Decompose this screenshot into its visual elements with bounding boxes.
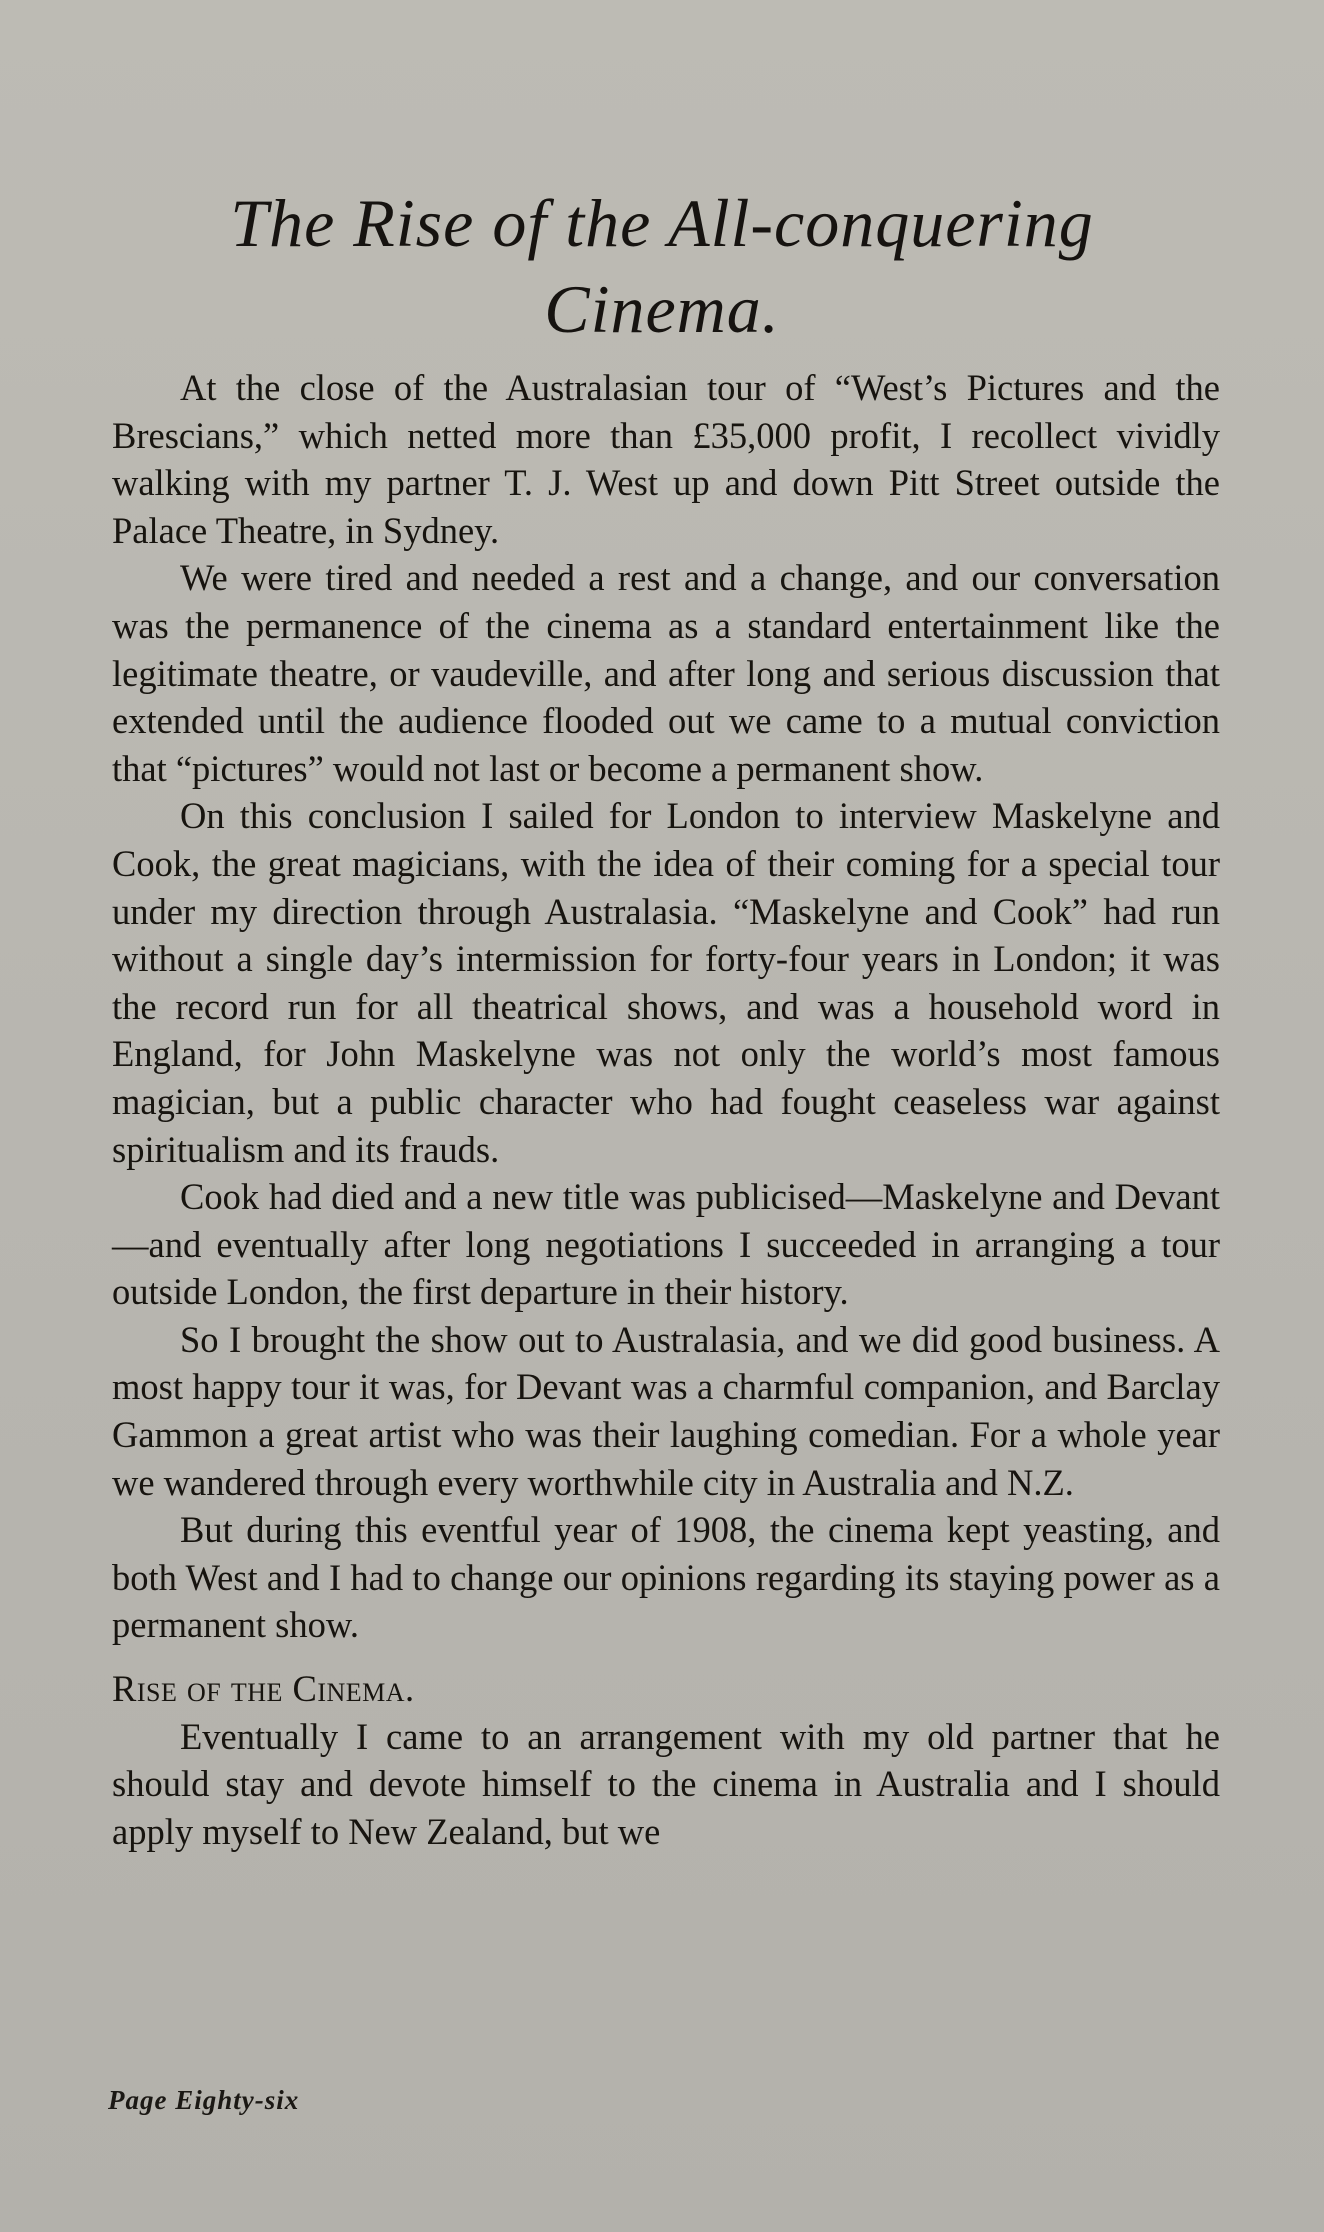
title-line-2: Cinema. [544, 271, 780, 347]
paragraph-2: We were tired and needed a rest and a change, and our conversation was the permanence of the cinema as a standard entertainment like the legitimate theatre, or vaudeville, and after long and serious discussion that extended until the audience flooded out we came to a mutual conviction that “pictures” would not last or become a permanent show. [112, 557, 1220, 789]
title-line-1: The Rise of the All-conquering [230, 185, 1094, 261]
paragraph-1: At the close of the Australasian tour of “West’s Pictures and the Brescians,” which netted more than £35,000 profit, I recollect vividly walking with my partner T. J. West up and down Pitt Street outside the Palace Theatre, in Sydney. [112, 367, 1220, 551]
paragraph-7: Eventually I came to an arrangement with my old partner that he should stay and devote himself to the cinema in Australia and I should apply myself to New Zealand, but we [112, 1715, 1220, 1852]
paragraph-6: But during this eventful year of 1908, the cinema kept yeasting, and both West and I had to change our opinions regarding its staying power as a permanent show. [112, 1509, 1220, 1646]
paragraph-3: On this conclusion I sailed for London to interview Maskelyne and Cook, the great magicians, with the idea of their coming for a special tour under my direction through Australasia. “Maskelyne and Cook” had run without a single day’s intermission for forty-four years in London; it was the record run for all theatrical shows, and was a household word in England, for John Maskelyne was not only the world’s most famous magician, but a public character who had fought ceaseless war against spiritualism and its frauds. [112, 795, 1220, 1170]
page-number-footer: Page Eighty-six [108, 2085, 300, 2115]
paragraph-4: Cook had died and a new title was publicised—Maskelyne and Devant—and eventually after long negotiations I succeeded in arranging a tour outside London, the first departure in their history. [112, 1176, 1220, 1313]
body-text [112, 364, 1220, 1855]
paragraph-5: So I brought the show out to Australasia, and we did good business. A most happy tour it was, for Devant was a charmful companion, and Barclay Gammon a great artist who was their laughing comedian. For a whole year we wandered through every worthwhile city in Australia and N.Z. [112, 1318, 1220, 1503]
section-subheading: Rise of the Cinema. [112, 1668, 415, 1710]
page-title [100, 180, 1224, 352]
